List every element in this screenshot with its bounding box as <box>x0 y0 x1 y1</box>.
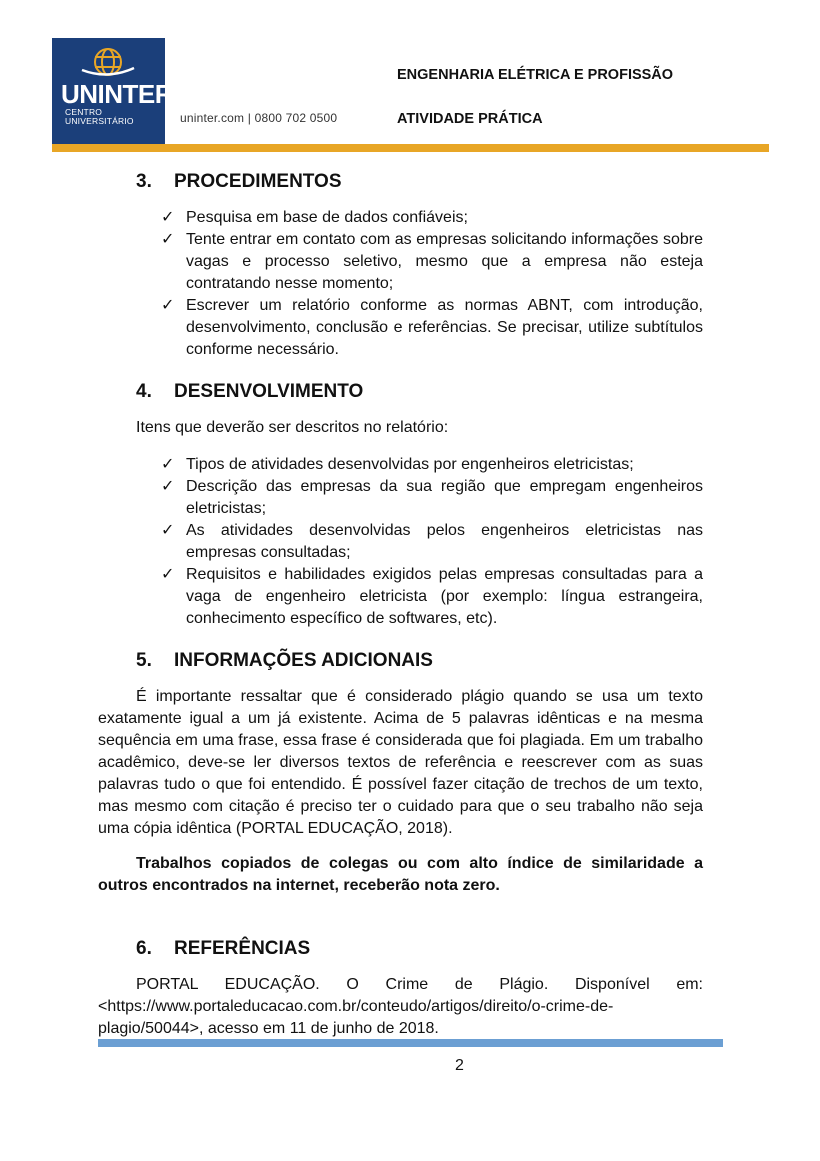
informacoes-paragraph: É importante ressaltar que é considerado plágio quando se usa um texto exatamente igual a um já existente. Acima de 5 palavras idênticas e na mesma sequência em uma frase, essa frase é considerada que foi plagiada. Em um trabalho acadêmico, deve-se ler diversos textos de referência e reescrever com as suas palavras tudo o que foi entendido. É possível fazer citação de trechos de um texto, mas mesmo com citação é preciso ter o cuidado para que o seu trabalho não seja uma cópia idêntica (PORTAL EDUCAÇÃO, 2018). <box>98 688 703 837</box>
checkmark-icon: ✓ <box>161 566 175 583</box>
activity-title: ATIVIDADE PRÁTICA <box>397 111 543 127</box>
list-item: ✓ Descrição das empresas da sua região que empregam engenheiros eletricistas; <box>161 478 703 517</box>
checkmark-icon: ✓ <box>161 231 175 248</box>
contact-info: uninter.com | 0800 702 0500 <box>180 111 338 125</box>
course-title: ENGENHARIA ELÉTRICA E PROFISSÃO <box>397 67 674 83</box>
checkmark-icon: ✓ <box>161 478 175 495</box>
list-item: ✓ Tente entrar em contato com as empresas solicitando informações sobre vagas e processo seletivo, mesmo que a empresa não esteja contratando nesse momento; <box>161 231 703 292</box>
list-item: ✓ Pesquisa em base de dados confiáveis; <box>161 207 703 229</box>
header-divider <box>52 144 769 152</box>
section-heading-referencias: 6. REFERÊNCIAS <box>136 938 311 959</box>
section-heading-informacoes: 5. INFORMAÇÕES ADICIONAIS <box>136 650 433 671</box>
desenvolvimento-intro: Itens que deverão ser descritos no relatório: <box>136 419 449 436</box>
list-item: ✓ As atividades desenvolvidas pelos engenheiros eletricistas nas empresas consultadas; <box>161 522 703 561</box>
list-item: ✓ Requisitos e habilidades exigidos pelas empresas consultadas para a vaga de engenheiro eletricista (por exemplo: língua estrangeira, conhecimento específico de softwares, etc). <box>161 566 703 627</box>
footer-divider <box>98 1039 723 1047</box>
list-item: ✓ Escrever um relatório conforme as normas ABNT, com introdução, desenvolvimento, conclusão e referências. Se precisar, utilize subtítulos conforme necessário. <box>161 297 703 358</box>
logo-name: UNINTER <box>61 79 174 109</box>
reference-entry: PORTAL EDUCAÇÃO. O Crime de Plágio. Disponível em: <https://www.portaleducacao.com.br/conteudo/artigos/direito/o-crime-de-plagio/50044>, acesso em 11 de junho de 2018. <box>98 976 703 1037</box>
warning-paragraph: Trabalhos copiados de colegas ou com alto índice de similaridade a outros encontrados na internet, receberão nota zero. <box>98 855 703 894</box>
page-number: 2 <box>455 1057 464 1074</box>
checkmark-icon: ✓ <box>161 209 175 226</box>
logo-subtitle: CENTRO UNIVERSITÁRIO <box>65 107 134 126</box>
list-item: ✓ Tipos de atividades desenvolvidas por engenheiros eletricistas; <box>161 454 703 476</box>
section-heading-desenvolvimento: 4. DESENVOLVIMENTO <box>136 381 364 402</box>
uninter-logo <box>52 38 174 146</box>
procedimentos-list <box>98 207 703 361</box>
checkmark-icon: ✓ <box>161 522 175 539</box>
checkmark-icon: ✓ <box>161 456 175 473</box>
desenvolvimento-list <box>98 454 703 630</box>
globe-icon <box>78 46 138 80</box>
checkmark-icon: ✓ <box>161 297 175 314</box>
document-body <box>98 168 703 1040</box>
section-heading-procedimentos: 3. PROCEDIMENTOS <box>136 171 342 192</box>
